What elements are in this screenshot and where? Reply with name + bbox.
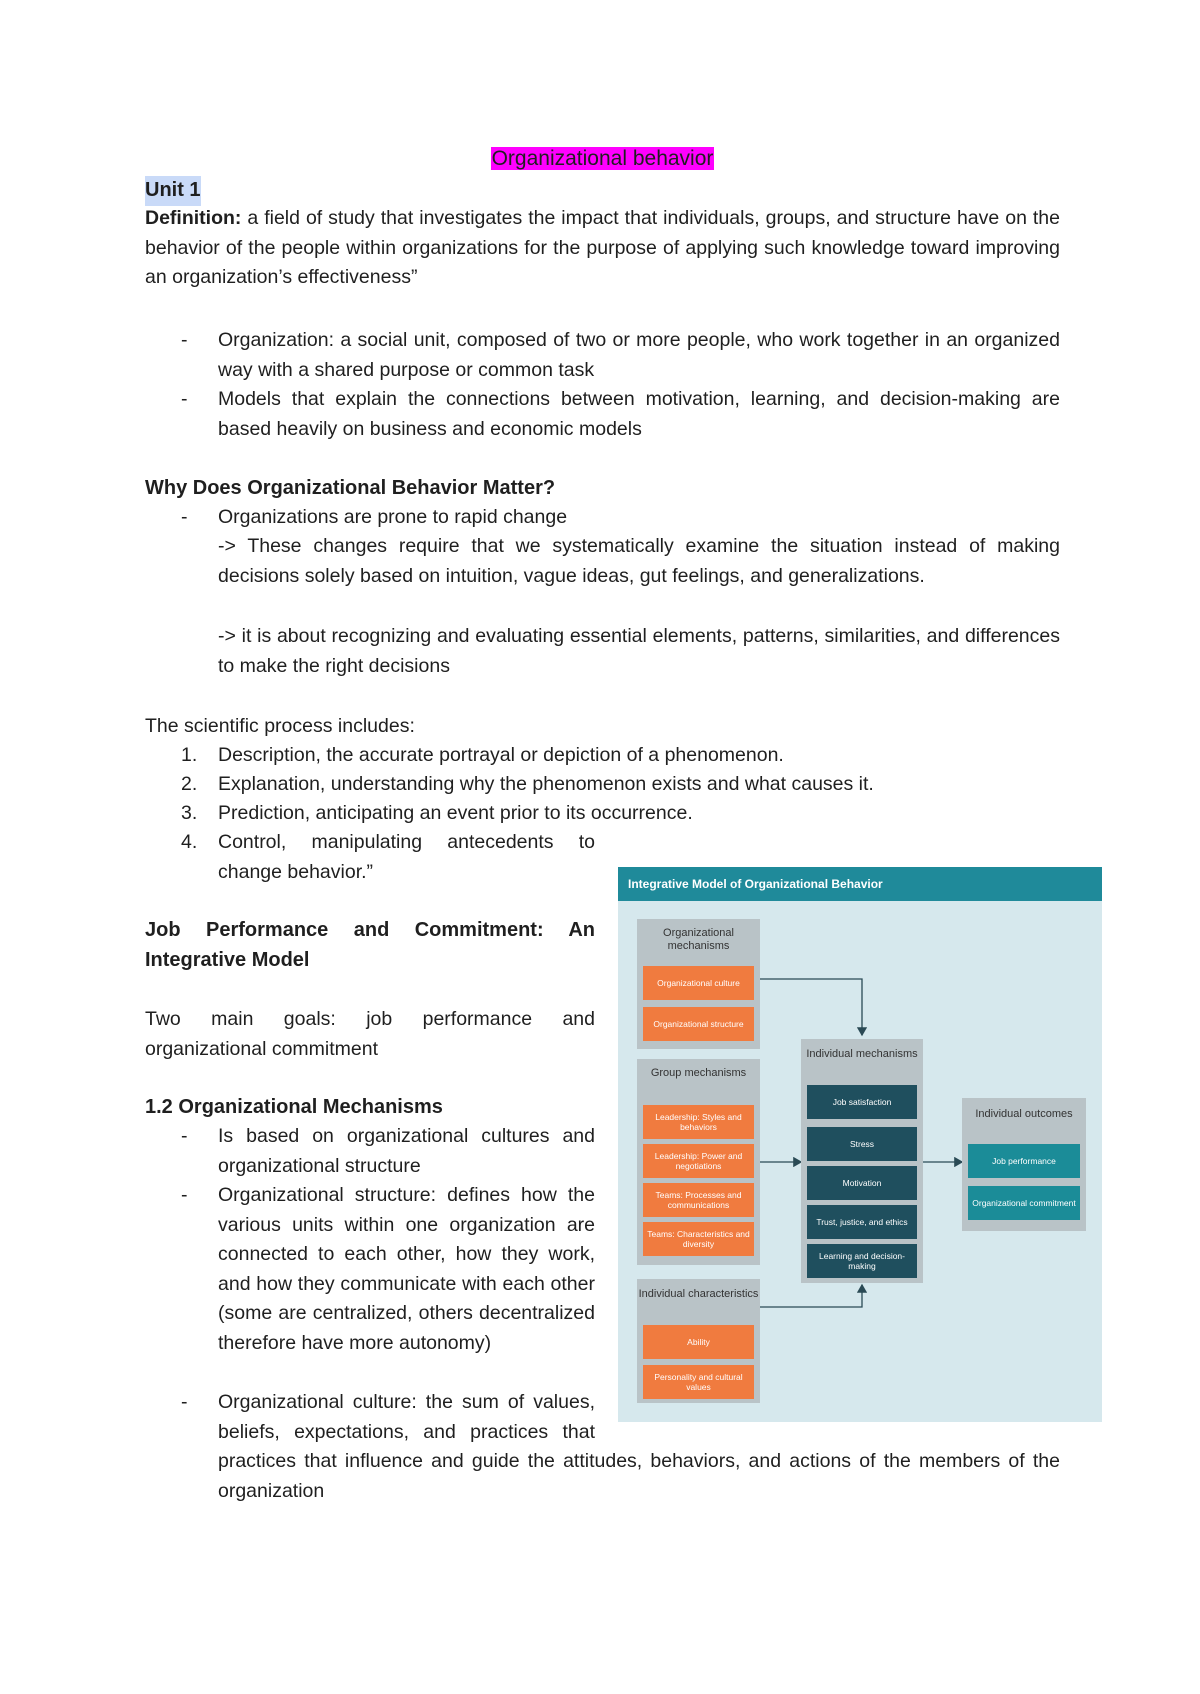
integrative-model-diagram xyxy=(618,867,1102,1422)
sub-paragraph: -> it is about recognizing and evaluating essential elements, patterns, similarities, and differences to make the right decisions xyxy=(218,625,1060,677)
job-performance-box: Job performance xyxy=(968,1144,1080,1178)
list-item: Organization: a social unit, composed of two or more people, who work together in an organized way with a shared purpose or common task xyxy=(218,329,1060,381)
list-item: Organizational structure: defines how the various units within one organization are connected to each other, how they work, and how they communicate with each other (some are centralized, others decentralized therefore have more autonomy) xyxy=(218,1184,595,1354)
list-number: 4. xyxy=(181,831,198,853)
individual-characteristics-group: Individual characteristics Ability Personality and cultural values xyxy=(637,1279,760,1403)
definition-label: Definition: xyxy=(145,207,242,229)
bullet-dash: - xyxy=(181,329,188,351)
list-item: Is based on organizational cultures and organizational structure xyxy=(218,1125,595,1177)
diagram-title: Integrative Model of Organizational Behavior xyxy=(618,867,1102,901)
list-item: Organizations are prone to rapid change xyxy=(218,506,568,528)
scientific-intro: The scientific process includes: xyxy=(145,715,415,737)
bullet-dash: - xyxy=(181,388,188,410)
org-commitment-box: Organizational commitment xyxy=(968,1186,1080,1220)
list-item: Organizational culture: the sum of values, beliefs, expectations, and practices that xyxy=(218,1391,595,1443)
definition-paragraph xyxy=(145,204,1060,293)
org-mechanisms-group: Organizational mechanisms Organizational culture Organizational structure xyxy=(637,919,760,1049)
individual-mechanisms-group: Individual mechanisms Job satisfaction Stress Motivation Trust, justice, and ethics Learning and decision-making xyxy=(801,1039,923,1283)
list-item: Control, manipulating antecedents to change behavior.” xyxy=(218,831,595,883)
list-number: 1. xyxy=(181,744,198,766)
org-structure-box: Organizational structure xyxy=(643,1007,754,1041)
bullet-dash: - xyxy=(181,1184,188,1206)
unit-heading: Unit 1 xyxy=(145,176,201,206)
page-title: Organizational behavior xyxy=(491,147,714,170)
bullet-dash: - xyxy=(181,506,188,528)
individual-outcomes-group: Individual outcomes Job performance Organizational commitment xyxy=(962,1098,1086,1231)
sub-paragraph: -> These changes require that we systematically examine the situation instead of making decisions solely based on intuition, vague ideas, gut feelings, and generalizations. xyxy=(218,535,1060,587)
definition-text: a field of study that investigates the impact that individuals, groups, and structure have on the behavior of the people within organizations for the purpose of applying such knowledge toward improving an organization’s effectiveness” xyxy=(145,207,1060,288)
goals-paragraph: Two main goals: job performance and organizational commitment xyxy=(145,1008,595,1060)
list-number: 2. xyxy=(181,773,198,795)
list-number: 3. xyxy=(181,802,198,824)
section-heading-why: Why Does Organizational Behavior Matter? xyxy=(145,477,556,499)
continued-text: practices that influence and guide the attitudes, behaviors, and actions of the members of the organization xyxy=(218,1450,1060,1502)
group-mechanisms-group: Group mechanisms Leadership: Styles and behaviors Leadership: Power and negotiations Teams: Processes and communications Teams: Characteristics and diversity xyxy=(637,1059,760,1265)
section-heading-mechanisms: 1.2 Organizational Mechanisms xyxy=(145,1096,443,1118)
bullet-dash: - xyxy=(181,1125,188,1147)
org-culture-box: Organizational culture xyxy=(643,966,754,1000)
bullet-dash: - xyxy=(181,1391,188,1413)
list-item-continued xyxy=(218,1447,1060,1506)
list-item: Explanation, understanding why the phenomenon exists and what causes it. xyxy=(218,773,874,795)
section-heading-job: Job Performance and Commitment: An Integrative Model xyxy=(145,919,595,971)
list-item: Prediction, anticipating an event prior to its occurrence. xyxy=(218,802,693,824)
list-item: Models that explain the connections between motivation, learning, and decision-making are based heavily on business and economic models xyxy=(218,388,1060,440)
list-item: Description, the accurate portrayal or depiction of a phenomenon. xyxy=(218,744,784,766)
